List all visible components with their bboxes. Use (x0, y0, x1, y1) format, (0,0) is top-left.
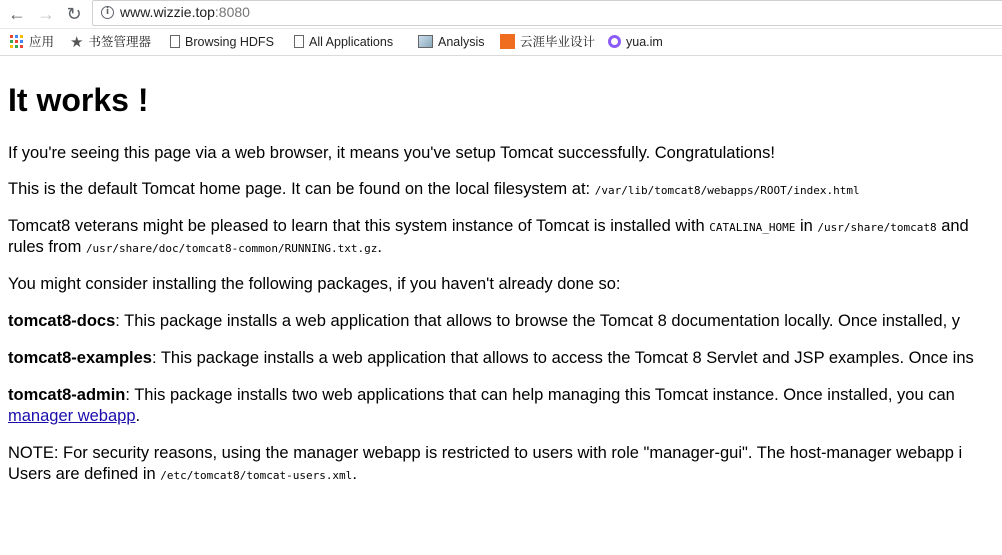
note-paragraph-line2 (8, 464, 357, 486)
bookmark-manager[interactable] (70, 34, 151, 50)
and-text: and (936, 217, 969, 235)
catalina-home-code: CATALINA_HOME (709, 221, 796, 234)
url-host: www.wizzie.top (120, 4, 215, 20)
url-text[interactable] (120, 4, 250, 20)
document-icon (294, 35, 304, 48)
bookmark-label: Browsing HDFS (185, 35, 274, 49)
rules-text: rules from (8, 238, 86, 256)
tomcat-share-path: /usr/share/tomcat8 (817, 221, 937, 234)
package-admin-paragraph (8, 385, 955, 406)
veterans-text: Tomcat8 veterans might be pleased to learn that this system instance of Tomcat is installed with (8, 217, 710, 235)
package-name: tomcat8-examples (8, 349, 152, 367)
in-text: in (795, 217, 818, 235)
info-icon[interactable]: i (101, 6, 114, 19)
package-description: : This package installs a web application that allows to browse the Tomcat 8 documentation locally. Once installed, y (115, 312, 960, 330)
cloud-logo-icon (500, 34, 515, 49)
package-docs-paragraph (8, 311, 960, 332)
ring-logo-icon (608, 35, 621, 48)
browser-toolbar (0, 0, 1002, 29)
bookmark-all-applications[interactable] (294, 34, 393, 50)
package-name: tomcat8-admin (8, 386, 126, 404)
package-description: : This package installs two web applications that can help managing this Tomcat instance. Once installed, you can (125, 386, 955, 404)
note-paragraph: NOTE: For security reasons, using the manager webapp is restricted to users with role "manager-gui". The host-manager webapp i (8, 444, 963, 462)
period-text: . (352, 465, 357, 483)
forward-arrow-icon[interactable]: → (37, 4, 55, 24)
index-path: /var/lib/tomcat8/webapps/ROOT/index.html (594, 184, 860, 197)
default-page-paragraph (8, 179, 860, 201)
veterans-paragraph-line2 (8, 237, 382, 259)
bookmark-label: yua.im (626, 35, 663, 49)
document-icon (170, 35, 180, 48)
bookmark-label: 书签管理器 (88, 35, 151, 49)
period-text: . (377, 238, 382, 256)
bookmark-cloud-design[interactable] (500, 34, 595, 50)
users-defined-text: Users are defined in (8, 465, 161, 483)
running-txt-path: /usr/share/doc/tomcat8-common/RUNNING.txt.gz (85, 242, 378, 255)
package-description: : This package installs a web application that allows to access the Tomcat 8 Servlet and JSP examples. Once ins (151, 349, 974, 367)
veterans-paragraph (8, 216, 969, 238)
default-page-text: This is the default Tomcat home page. It can be found on the local filesystem at: (8, 180, 595, 198)
bookmark-label: 应用 (29, 35, 55, 49)
bookmarks-bar (0, 29, 1002, 56)
url-port: :8080 (214, 4, 250, 20)
package-examples-paragraph (8, 348, 974, 369)
package-admin-line2 (8, 406, 140, 427)
intro-paragraph: If you're seeing this page via a web browser, it means you've setup Tomcat successfully. Congratulations! (8, 144, 775, 162)
star-icon: ★ (70, 33, 84, 51)
packages-intro-paragraph: You might consider installing the following packages, if you haven't already done so: (8, 275, 621, 293)
back-arrow-icon[interactable]: ← (8, 4, 26, 24)
bookmark-label: 云涯毕业设计 (520, 35, 596, 49)
period-text: . (135, 407, 141, 425)
tomcat-users-path: /etc/tomcat8/tomcat-users.xml (160, 469, 353, 482)
bookmark-analysis[interactable] (418, 34, 485, 50)
apps-grid-icon (10, 35, 24, 49)
bookmark-browsing-hdfs[interactable] (170, 34, 274, 50)
address-bar[interactable] (92, 0, 1002, 26)
chart-icon (418, 35, 433, 48)
page-title: It works ! (8, 82, 149, 118)
bookmark-apps[interactable] (10, 34, 54, 50)
reload-icon[interactable]: ↻ (66, 4, 82, 24)
package-name: tomcat8-docs (8, 312, 116, 330)
bookmark-label: All Applications (309, 35, 394, 49)
bookmark-label: Analysis (438, 35, 485, 49)
bookmark-yua[interactable] (608, 34, 663, 50)
manager-webapp-link[interactable]: manager webapp (8, 407, 136, 425)
